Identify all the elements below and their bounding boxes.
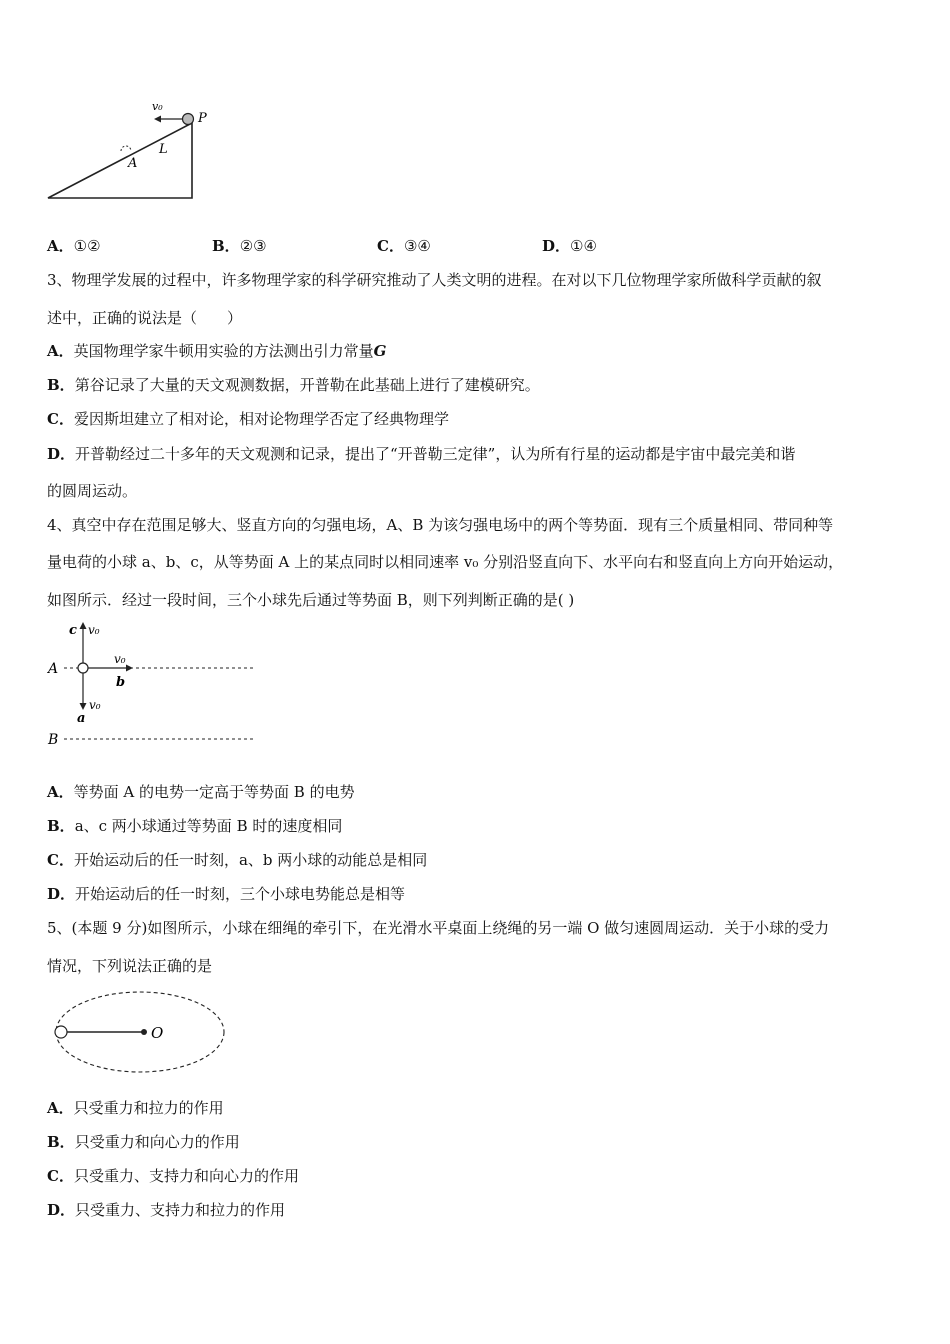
- q5-option-a[interactable]: [47, 1098, 224, 1118]
- a-label: a: [77, 711, 86, 726]
- a-v0-label: v₀: [89, 698, 101, 712]
- ball: [55, 1026, 67, 1038]
- option-label: D．: [542, 237, 571, 255]
- p-label: P: [198, 111, 207, 126]
- option-text: ①②: [73, 237, 101, 255]
- option-text: 只受重力、支持力和拉力的作用: [75, 1201, 286, 1219]
- plane-a-label: A: [48, 661, 59, 677]
- q3-option-d-cont: 的圆周运动。: [47, 482, 138, 500]
- option-text: 只受重力和拉力的作用: [73, 1099, 224, 1117]
- q3-stem-line2: 述中，正确的说法是（ ）: [47, 309, 243, 327]
- option-text: 只受重力、支持力和向心力的作用: [73, 1167, 299, 1185]
- q3-stem-line1: 3、物理学发展的过程中，许多物理学家的科学研究推动了人类文明的进程。在对以下几位物理学家所做科学贡献的叙: [47, 271, 822, 289]
- option-label: A．: [47, 237, 74, 255]
- q3-option-b[interactable]: [47, 375, 540, 395]
- ball-p: [183, 114, 194, 125]
- c-arrow-head: [80, 622, 87, 629]
- option-text: 开始运动后的任一时刻，三个小球电势能总是相等: [75, 885, 406, 903]
- q4-option-a[interactable]: [47, 782, 355, 802]
- q4-option-c[interactable]: [47, 850, 427, 870]
- option-text: 第谷记录了大量的天文观测数据，开普勒在此基础上进行了建模研究。: [74, 376, 540, 394]
- q4-stem-line1: 4、真空中存在范围足够大、竖直方向的匀强电场，A、B 为该匀强电场中的两个等势面．现有三个质量相同、带同种等: [47, 516, 834, 534]
- option-text: ②③: [239, 237, 267, 255]
- option-label: D．: [47, 1201, 76, 1219]
- option-italic: G: [373, 342, 387, 360]
- b-label: b: [116, 675, 126, 690]
- option-label: A．: [47, 342, 74, 360]
- q4-option-d[interactable]: [47, 884, 405, 904]
- q5-stem-line2: 情况，下列说法正确的是: [47, 957, 213, 975]
- q5-option-b[interactable]: [47, 1132, 240, 1152]
- a-label: A: [128, 156, 138, 171]
- b-v0-label: v₀: [114, 652, 126, 666]
- option-label: D．: [47, 445, 76, 463]
- b-arrow-head: [126, 665, 133, 672]
- v0-label: v₀: [152, 100, 163, 113]
- plane-b-label: B: [48, 732, 59, 748]
- q2-option-c[interactable]: [377, 236, 542, 256]
- option-label: A．: [47, 783, 74, 801]
- o-label: O: [151, 1024, 164, 1042]
- option-label: B．: [212, 237, 240, 255]
- c-v0-label: v₀: [88, 623, 100, 637]
- q3-option-c[interactable]: [47, 409, 449, 429]
- q4-option-b[interactable]: [47, 816, 342, 836]
- center-o: [141, 1029, 147, 1035]
- q2-option-d[interactable]: [542, 236, 597, 256]
- option-text: ③④: [403, 237, 431, 255]
- option-label: C．: [377, 237, 404, 255]
- option-label: B．: [47, 817, 75, 835]
- q2-option-a[interactable]: [47, 236, 212, 256]
- option-text: 开始运动后的任一时刻，a、b 两小球的动能总是相同: [73, 851, 428, 869]
- option-text: 只受重力和向心力的作用: [74, 1133, 240, 1151]
- q4-stem-line2: 量电荷的小球 a、b、c，从等势面 A 上的某点同时以相同速率 v₀ 分别沿竖直向下、水平向右和竖直向上方向开始运动，: [47, 553, 844, 571]
- l-label: L: [159, 142, 168, 157]
- v0-arrow-head: [154, 116, 161, 123]
- q3-option-d[interactable]: [47, 444, 795, 464]
- q5-option-d[interactable]: [47, 1200, 285, 1220]
- option-text: 开普勒经过二十多年的天文观测和记录，提出了“开普勒三定律”，认为所有行星的运动都是宇宙中最完美和谐: [75, 445, 796, 463]
- q3-option-a[interactable]: [47, 341, 386, 361]
- option-label: C．: [47, 851, 74, 869]
- c-label: c: [69, 623, 77, 638]
- q5-stem-line1: 5、(本题 9 分)如图所示，小球在细绳的牵引下，在光滑水平桌面上绕绳的另一端 O 做匀速圆周运动．关于小球的受力: [47, 919, 830, 937]
- q5-option-c[interactable]: [47, 1166, 299, 1186]
- option-text: ①④: [570, 237, 597, 255]
- option-label: A．: [47, 1099, 74, 1117]
- option-text: 英国物理学家牛顿用实验的方法测出引力常量: [73, 342, 374, 360]
- launch-point: [78, 663, 88, 673]
- option-label: B．: [47, 376, 75, 394]
- incline-triangle: [48, 123, 192, 198]
- q4-stem-line3: 如图所示．经过一段时间，三个小球先后通过等势面 B，则下列判断正确的是( ): [47, 591, 575, 609]
- option-label: C．: [47, 410, 74, 428]
- q2-option-b[interactable]: [212, 236, 377, 256]
- option-label: B．: [47, 1133, 75, 1151]
- option-text: 爱因斯坦建立了相对论，相对论物理学否定了经典物理学: [73, 410, 449, 428]
- option-text: 等势面 A 的电势一定高于等势面 B 的电势: [73, 783, 355, 801]
- a-arrow-head: [80, 703, 87, 710]
- point-a-arc: [121, 146, 131, 151]
- circular-motion-figure: [48, 988, 233, 1078]
- option-label: C．: [47, 1167, 74, 1185]
- option-label: D．: [47, 885, 76, 903]
- incline-figure: [40, 95, 230, 205]
- option-text: a、c 两小球通过等势面 B 时的速度相同: [74, 817, 343, 835]
- equipotential-figure: [44, 615, 264, 750]
- q2-options: [47, 236, 597, 256]
